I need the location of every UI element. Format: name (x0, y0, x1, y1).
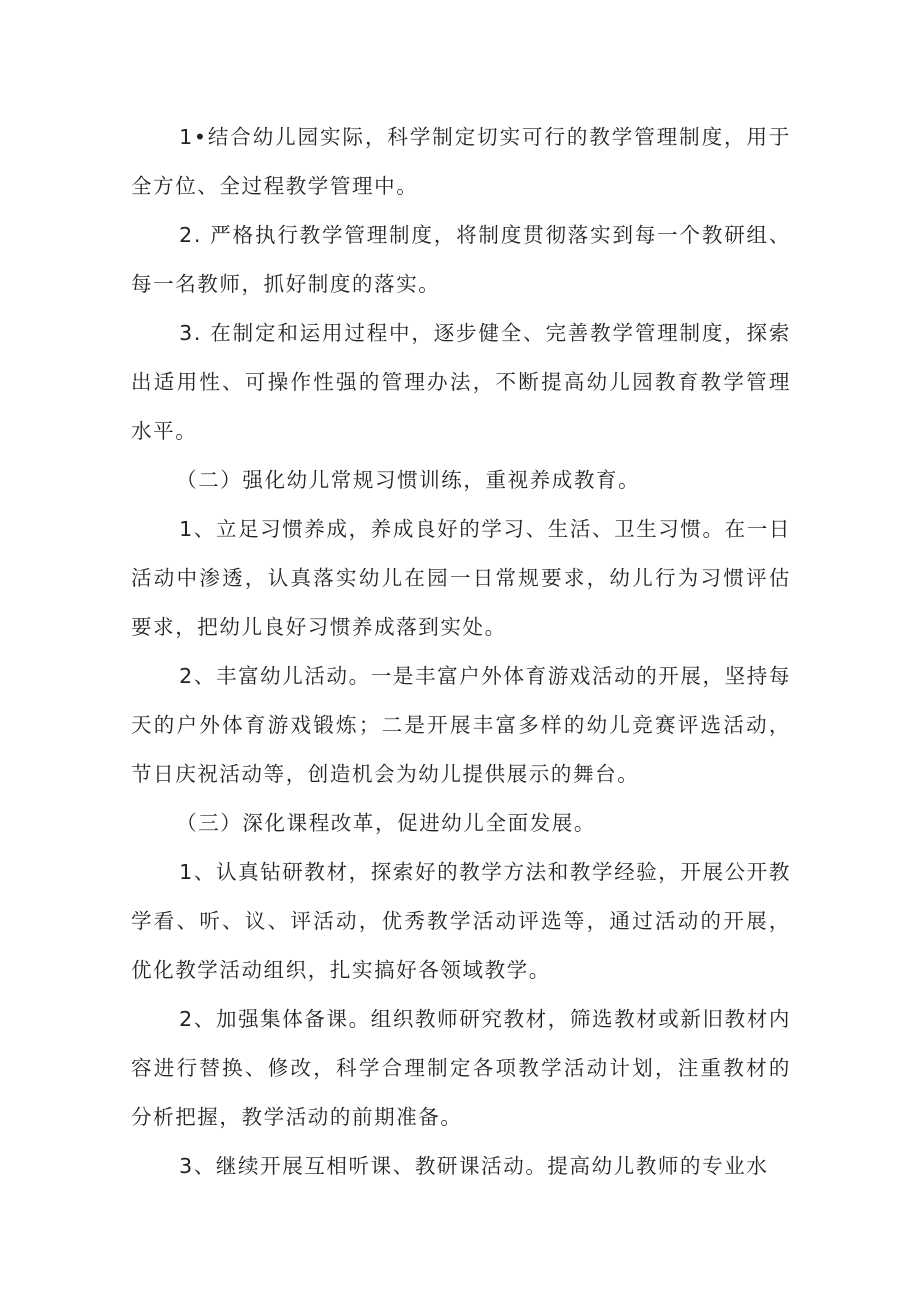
paragraph-2: 2. 严格执行教学管理制度，将制度贯彻落实到每一个教研组、每一名教师，抓好制度的落实。 (131, 223, 791, 296)
paragraph-1: 1•结合幼儿园实际，科学制定切实可行的教学管理制度，用于全方位、全过程教学管理中。 (131, 125, 791, 198)
paragraph-8: 3、继续开展互相听课、教研课活动。提高幼儿教师的专业水 (179, 1154, 769, 1178)
section-heading-2: （二）强化幼儿常规习惯训练，重视养成教育。 (176, 468, 641, 492)
paragraph-6: 1、认真钻研教材，探索好的教学方法和教学经验，开展公开教学看、听、议、评活动，优秀教学活动评选等，通过活动的开展，优化教学活动组织，扎实搞好各领域教学。 (131, 860, 791, 982)
paragraph-4: 1、立足习惯养成，养成良好的学习、生活、卫生习惯。在一日活动中渗透，认真落实幼儿在园一日常规要求，幼儿行为习惯评估要求，把幼儿良好习惯养成落到实处。 (131, 517, 791, 639)
paragraph-5: 2、丰富幼儿活动。一是丰富户外体育游戏活动的开展，坚持每天的户外体育游戏锻炼；二是开展丰富多样的幼儿竞赛评选活动，节日庆祝活动等，创造机会为幼儿提供展示的舞台。 (131, 664, 791, 786)
paragraph-7: 2、加强集体备课。组织教师研究教材，筛选教材或新旧教材内容进行替换、修改，科学合理制定各项教学活动计划，注重教材的分析把握，教学活动的前期准备。 (131, 1007, 791, 1129)
document-body (131, 113, 791, 1191)
paragraph-3: 3. 在制定和运用过程中，逐步健全、完善教学管理制度，探索出适用性、可操作性强的管理办法，不断提高幼儿园教育教学管理水平。 (131, 321, 791, 443)
section-heading-3: （三）深化课程改革，促进幼儿全面发展。 (176, 811, 596, 835)
